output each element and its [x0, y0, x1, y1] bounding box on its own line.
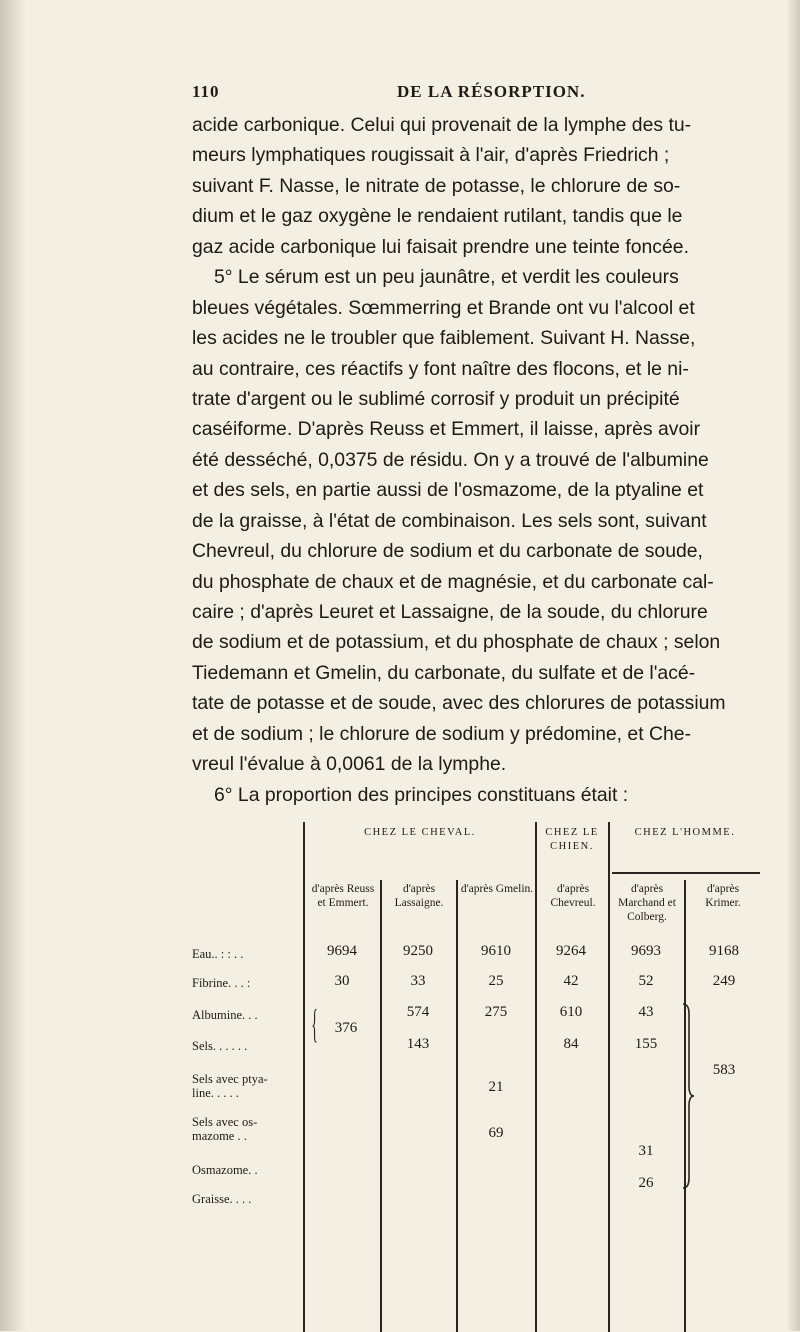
group-header-cheval: CHEZ LE CHEVAL. [364, 827, 476, 838]
column-header-krimer: d'après Krimer. [705, 883, 741, 909]
cell-fibrine-lassaigne: 33 [410, 973, 426, 989]
column-header-reuss: d'après Reuss et Emmert. [311, 883, 375, 909]
text-line: dium et le gaz oxygène le rendaient rutilant, tandis que le [192, 205, 683, 228]
row-label-sels-osmazome: Sels avec os- mazome . . [192, 1115, 258, 1143]
cell-eau-reuss: 9694 [327, 943, 357, 959]
text-line: Chevreul, du chlorure de sodium et du carbonate de soude, [192, 540, 703, 563]
text-line: trate d'argent ou le sublimé corrosif y produit un précipité [192, 387, 680, 410]
cell-sels-marchand: 155 [634, 1036, 658, 1052]
group-header-homme: CHEZ L'HOMME. [634, 827, 736, 838]
cell-fibrine-marchand: 52 [638, 973, 654, 989]
row-label-sels: Sels. . . . . . [192, 1039, 248, 1053]
column-header-marchand: d'après Marchand et Colberg. [618, 883, 676, 923]
cell-eau-krimer: 9168 [709, 943, 739, 959]
cell-albumine-gmelin: 275 [484, 1004, 508, 1020]
cell-eau-gmelin: 9610 [481, 943, 511, 959]
text-line: et des sels, en partie aussi de l'osmazome, de la ptyaline et [192, 479, 704, 502]
text-line: et de sodium ; le chlorure de sodium y prédomine, et Che- [192, 722, 692, 745]
page-number: 110 [192, 82, 220, 101]
row-label-fibrine: Fibrine. . . : [192, 976, 251, 990]
cell-albumine-chevreul: 610 [559, 1004, 583, 1020]
cell-sels-ptyaline-gmelin: 21 [488, 1079, 504, 1095]
cell-osmazome-marchand: 26 [638, 1175, 654, 1191]
text-line: suivant F. Nasse, le nitrate de potasse, le chlorure de so- [192, 174, 681, 197]
brace-krimer [681, 1002, 695, 1190]
cell-fibrine-chevreul: 42 [563, 973, 579, 989]
text-line: vreul l'évalue à 0,0061 de la lymphe. [192, 753, 507, 776]
cell-krimer-rest: 583 [712, 1062, 736, 1078]
text-line: de sodium et de potassium, et du phosphate de chaux ; selon [192, 631, 721, 654]
text-line: caire ; d'après Leuret et Lassaigne, de la soude, du chlorure [192, 601, 708, 623]
column-rule [456, 880, 458, 1332]
text-line: acide carbonique. Celui qui provenait de la lymphe des tu- [192, 114, 692, 136]
column-header-lassaigne: d'après Lassaigne. [394, 883, 444, 909]
cell-sels-osmazome-gmelin: 69 [488, 1125, 504, 1141]
cell-reuss-albumine-sels: 376 [334, 1020, 358, 1036]
cell-fibrine-krimer: 249 [712, 973, 736, 989]
text-line: 6° La proportion des principes constituans était : [214, 783, 629, 806]
text-line: meurs lymphatiques rougissait à l'air, d'après Friedrich ; [192, 144, 670, 167]
group-underline [612, 872, 760, 874]
brace-reuss: { [311, 1001, 318, 1046]
group-header-chien: CHEZ LE CHIEN. [545, 827, 599, 852]
cell-fibrine-gmelin: 25 [488, 973, 504, 989]
column-header-gmelin: d'après Gmelin. [460, 883, 534, 895]
cell-sels-chevreul: 84 [563, 1036, 579, 1052]
text-line: 5° Le sérum est un peu jaunâtre, et verdit les couleurs [214, 266, 679, 289]
text-line: les acides ne le troubler que faiblement. Suivant H. Nasse, [192, 327, 696, 350]
text-line: caséiforme. D'après Reuss et Emmert, il laisse, après avoir [192, 418, 701, 441]
text-line: gaz acide carbonique lui faisait prendre une teinte foncée. [192, 235, 689, 258]
cell-fibrine-reuss: 30 [334, 973, 350, 989]
row-label-eau: Eau.. : : . . [192, 947, 244, 961]
row-label-osmazome: Osmazome. . [192, 1163, 258, 1177]
cell-sels-lassaigne: 143 [406, 1036, 430, 1052]
running-title: DE LA RÉSORPTION. [397, 82, 586, 101]
cell-eau-chevreul: 9264 [556, 943, 586, 959]
cell-albumine-marchand: 43 [638, 1004, 654, 1020]
text-line: Tiedemann et Gmelin, du carbonate, du sulfate et de l'acé- [192, 661, 696, 684]
text-line: au contraire, ces réactifs y font naître des flocons, et le ni- [192, 357, 689, 380]
column-rule [380, 880, 382, 1332]
cell-eau-lassaigne: 9250 [403, 943, 433, 959]
column-rule [535, 822, 537, 1332]
column-rule [303, 822, 305, 1332]
row-label-albumine: Albumine. . . [192, 1008, 258, 1022]
row-label-graisse: Graisse. . . . [192, 1192, 252, 1206]
text-line: du phosphate de chaux et de magnésie, et du carbonate cal- [192, 570, 714, 593]
row-label-sels-ptyaline: Sels avec ptya- line. . . . . [192, 1072, 268, 1100]
cell-albumine-lassaigne: 574 [406, 1004, 430, 1020]
cell-sels-osmazome-marchand: 31 [638, 1143, 654, 1159]
cell-eau-marchand: 9693 [631, 943, 661, 959]
text-line: été desséché, 0,0375 de résidu. On y a trouvé de l'albumine [192, 448, 709, 471]
column-header-chevreul: d'après Chevreul. [550, 883, 596, 909]
text-line: de la graisse, à l'état de combinaison. Les sels sont, suivant [192, 509, 707, 532]
text-line: tate de potasse et de soude, avec des chlorures de potassium [192, 692, 726, 715]
text-line: bleues végétales. Sœmmerring et Brande ont vu l'alcool et [192, 296, 695, 319]
